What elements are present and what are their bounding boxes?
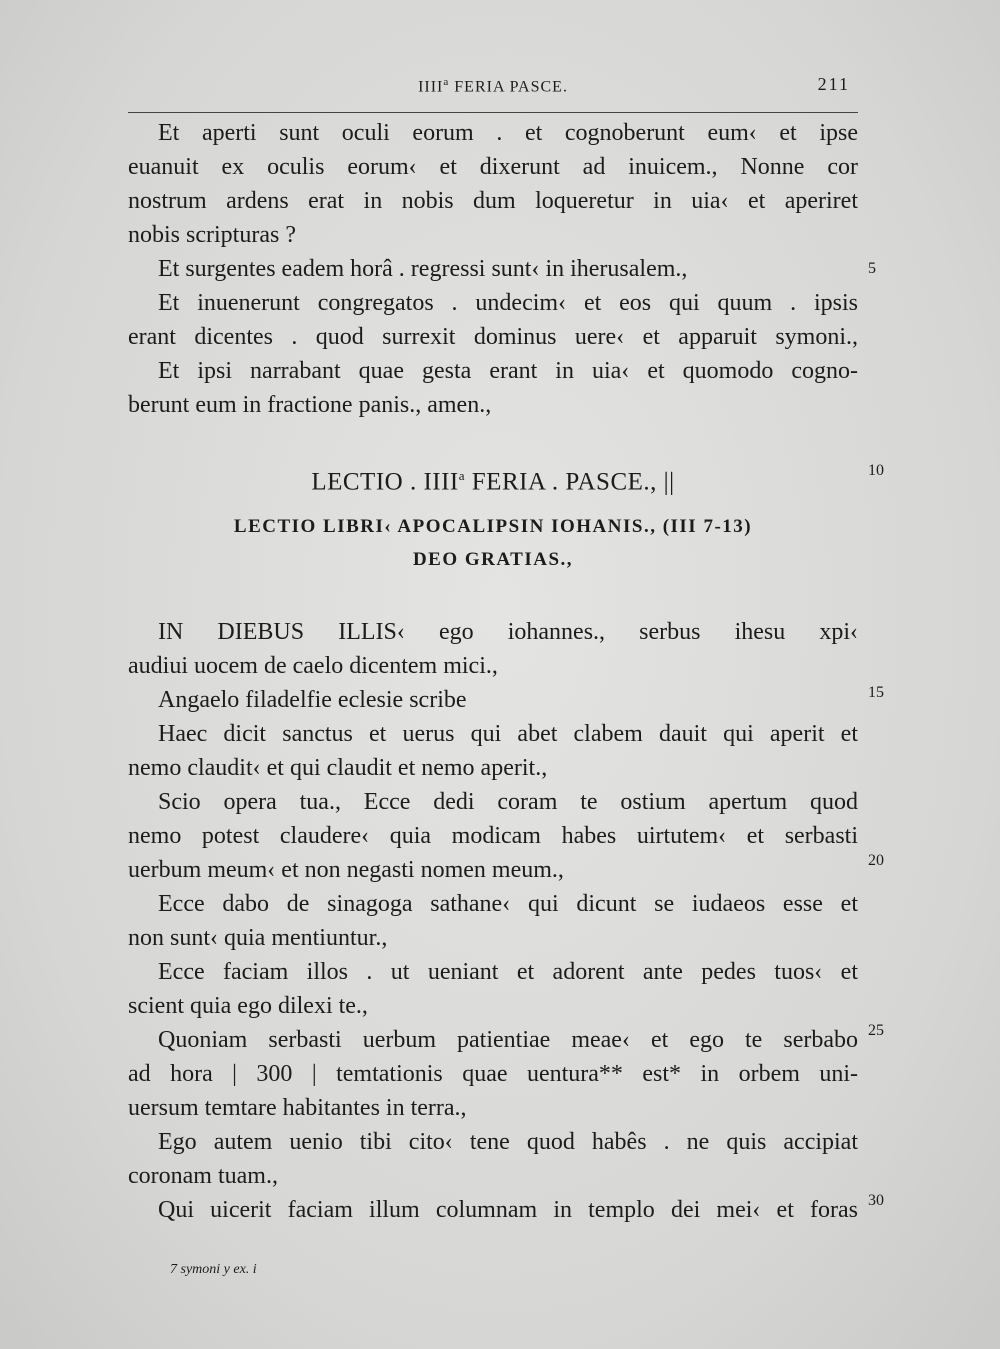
text-line: Ecce faciam illos . ut ueniant et adorent ante pedes tuos‹ et bbox=[158, 959, 858, 985]
line-number: 5 bbox=[868, 260, 876, 277]
text-line: Ecce dabo de sinagoga sathane‹ qui dicunt se iudaeos esse et bbox=[158, 891, 858, 917]
text-line: nemo potest claudere‹ quia modicam habes uirtutem‹ et serbasti bbox=[128, 823, 858, 849]
lesson-response: DEO GRATIAS., bbox=[412, 549, 574, 570]
text-line: coronam tuam., bbox=[128, 1163, 278, 1189]
text-line: uersum temtare habitantes in terra., bbox=[128, 1095, 467, 1121]
running-head bbox=[128, 72, 858, 113]
lesson-subheading: LECTIO LIBRI‹ APOCALIPSIN IOHANIS., (III 7-13) bbox=[233, 516, 753, 537]
text-line: Scio opera tua., Ecce dedi coram te ostium apertum quod bbox=[158, 789, 858, 815]
text-line: Angaelo filadelfie eclesie scribe bbox=[158, 687, 467, 713]
text-line: audiui uocem de caelo dicentem mici., bbox=[128, 653, 498, 679]
text-line: Quoniam serbasti uerbum patientiae meae‹ et ego te serbabo bbox=[158, 1027, 858, 1053]
footnote: 7 symoni y ex. i bbox=[170, 1262, 257, 1277]
line-number: 15 bbox=[868, 684, 884, 701]
text-line: Haec dicit sanctus et uerus qui abet clabem dauit qui aperit et bbox=[158, 721, 858, 747]
text-line: nostrum ardens erat in nobis dum loqueretur in uia‹ et aperiret bbox=[128, 188, 858, 214]
text-line: Ego autem uenio tibi cito‹ tene quod habês . ne quis accipiat bbox=[158, 1129, 858, 1155]
text-line: scient quia ego dilexi te., bbox=[128, 993, 368, 1019]
text-line: Et inuenerunt congregatos . undecim‹ et eos qui quum . ipsis bbox=[158, 290, 858, 316]
text-line: uerbum meum‹ et non negasti nomen meum., bbox=[128, 857, 564, 883]
lesson-heading: LECTIO . IIII$^a$ FERIA . PASCE., || bbox=[311, 468, 675, 496]
text-block-1 bbox=[128, 116, 858, 422]
text-line: nobis scripturas ? bbox=[128, 222, 296, 248]
text-line: Et ipsi narrabant quae gesta erant in uia‹ et quomodo cogno- bbox=[158, 358, 858, 384]
text-line: berunt eum in fractione panis., amen., bbox=[128, 392, 492, 418]
text-line: IN DIEBUS ILLIS‹ ego iohannes., serbus ihesu xpi‹ bbox=[158, 619, 858, 645]
text-line: Et surgentes eadem horâ . regressi sunt‹ in iherusalem., bbox=[158, 256, 688, 282]
text-line: Qui uicerit faciam illum columnam in templo dei mei‹ et foras bbox=[158, 1197, 858, 1223]
running-title: IIII$^a$ FERIA PASCE. bbox=[418, 76, 568, 96]
line-number: 30 bbox=[868, 1192, 884, 1209]
text-line: euanuit ex oculis eorum‹ et dixerunt ad inuicem., Nonne cor bbox=[128, 154, 858, 180]
page-number: 211 bbox=[817, 74, 850, 94]
text-line: erant dicentes . quod surrexit dominus uere‹ et apparuit symoni., bbox=[128, 324, 858, 350]
text-block-2 bbox=[128, 615, 858, 1227]
text-line: nemo claudit‹ et qui claudit et nemo aperit., bbox=[128, 755, 548, 781]
line-number: 25 bbox=[868, 1022, 884, 1039]
text-line: Et aperti sunt oculi eorum . et cognoberunt eum‹ et ipse bbox=[158, 120, 858, 146]
text-line: ad hora | 300 | temtationis quae uentura** est* in orbem uni- bbox=[128, 1061, 858, 1087]
line-number: 10 bbox=[868, 462, 884, 479]
line-number: 20 bbox=[868, 852, 884, 869]
text-line: non sunt‹ quia mentiuntur., bbox=[128, 925, 388, 951]
